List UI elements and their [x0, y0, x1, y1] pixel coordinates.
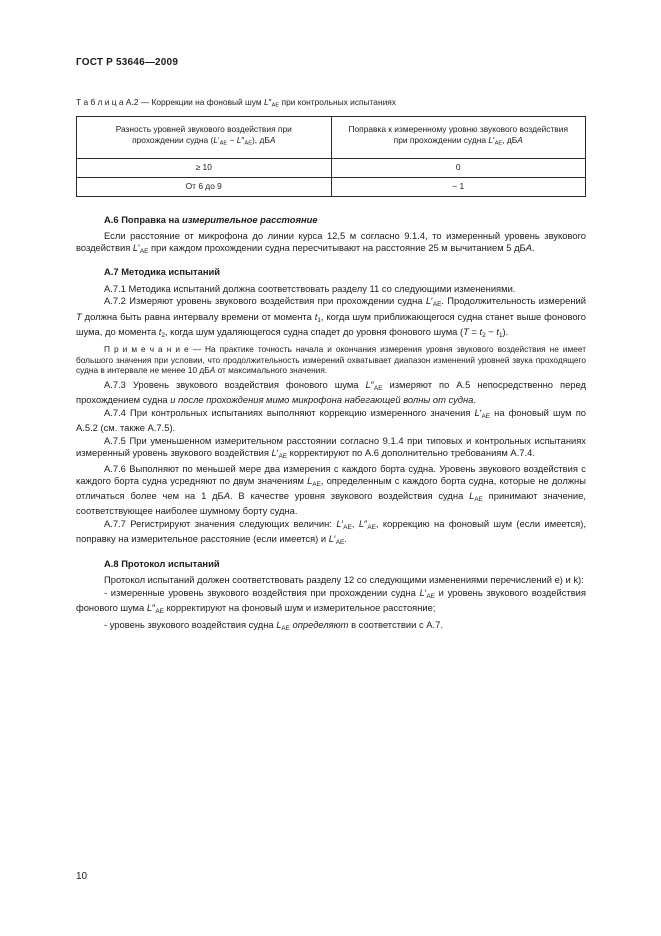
paragraph-a7-6: А.7.6 Выполняют по меньшей мере два измерения с каждого борта судна. Уровень звукового воздействия с каждого борта судна усредняют по двум значениям $L_{AE}$, определенным с каждого борта судна, которые не должны отличаться более чем на 1 дБА. В качестве уровня звукового воздействия судна $L_{AE}$ принимают значение, соответствующее наиболее шумному борту судна.	[76, 462, 586, 517]
correction-table	[76, 116, 586, 197]
table-cell: ≥ 10	[77, 158, 332, 177]
section-heading-a6: А.6 Поправка на измерительное расстояние	[104, 213, 318, 225]
table-cell: 0	[331, 158, 586, 177]
section-heading-a8: А.8 Протокол испытаний	[104, 557, 220, 569]
list-item: - уровень звукового воздействия судна $L_{AE}$ определяют в соответствии с А.7.	[104, 618, 443, 632]
table-col-header-correction: Поправка к измеренному уровню звукового воздействия при прохождении судна $L'_{AE}$, дБА	[331, 116, 586, 158]
paragraph-a6: Если расстояние от микрофона до линии курса 12,5 м согласно 9.1.4, то измеренный уровень звукового воздействия $L'_{AE}$ при каждом прохождении судна пересчитывают на расстояние 25 м вычитанием 5 дБА.	[76, 230, 586, 255]
document-page	[76, 57, 586, 635]
paragraph-a8-intro: Протокол испытаний должен соответствовать разделу 12 со следующими изменениями перечислений е) и k):	[104, 574, 584, 586]
paragraph-a7-1: А.7.1 Методика испытаний должна соответствовать разделу 11 со следующими изменениями.	[104, 282, 516, 294]
paragraph-a7-3: А.7.3 Уровень звукового воздействия фонового шума $L''_{AE}$ измеряют по А.5 непосредственно перед прохождением судна и после прохождения мимо микрофона набегающей волны от судна.	[76, 379, 586, 406]
paragraph-a7-4: А.7.4 При контрольных испытаниях выполняют коррекцию измеренного значения $L'_{AE}$ на фоновый шум по А.5.2 (см. также А.7.5).	[76, 407, 586, 434]
paragraph-a7-5: А.7.5 При уменьшенном измерительном расстоянии согласно 9.1.4 при типовых и контрольных испытаниях измеренный уровень звукового воздействия $L'_{AE}$ корректируют по А.6 дополнительно требованиям А.7.4.	[76, 435, 586, 460]
note-paragraph: П р и м е ч а н и е — На практике точность начала и окончания измерения уровня звукового воздействия не имеет большого значения при условии, что продолжительность измерений охватывает диапазон изменений уровней звука проходящего судна в интервале не менее 10 дБА от максимального значения.	[76, 344, 586, 376]
table-row	[77, 177, 586, 196]
paragraph-a7-2: А.7.2 Измеряют уровень звукового воздействия при прохождении судна $L'_{AE}$. Продолжительность измерений T должна быть равна интервалу времени от момента $t_1$, когда шум приближающегося судна станет выше фонового шума, до момента $t_2$, когда шум удаляющегося судна спадет до уровня фонового шума $(T = t_2 - t_1)$.	[76, 295, 586, 339]
table-header-row	[77, 116, 586, 158]
table-caption: Т а б л и ц а А.2 — Коррекции на фоновый шум $L''_{AE}$ при контрольных испытаниях	[76, 97, 396, 109]
table-cell: − 1	[331, 177, 586, 196]
section-heading-a7: А.7 Методика испытаний	[104, 266, 221, 278]
table-row	[77, 158, 586, 177]
page-number: 10	[76, 871, 88, 882]
table-cell: От 6 до 9	[77, 177, 332, 196]
paragraph-a7-7: А.7.7 Регистрируют значения следующих величин: $L'_{AE}$, $L''_{AE}$, коррекцию на фоновый шум (если имеется), поправку на измерительное расстояние (если имеется) и $L'_{AE}$.	[76, 517, 586, 547]
list-item: - измеренные уровень звукового воздействия при прохождении судна $L'_{AE}$ и уровень звукового воздействия фонового шума $L''_{AE}$ корректируют на фоновый шум и измерительное расстояние;	[76, 586, 586, 615]
doc-number: ГОСТ Р 53646—2009	[76, 57, 179, 68]
table-col-header-difference: Разность уровней звукового воздействия при прохождении судна $(L'_{AE} - L''_{AE})$, дБА	[77, 116, 332, 158]
